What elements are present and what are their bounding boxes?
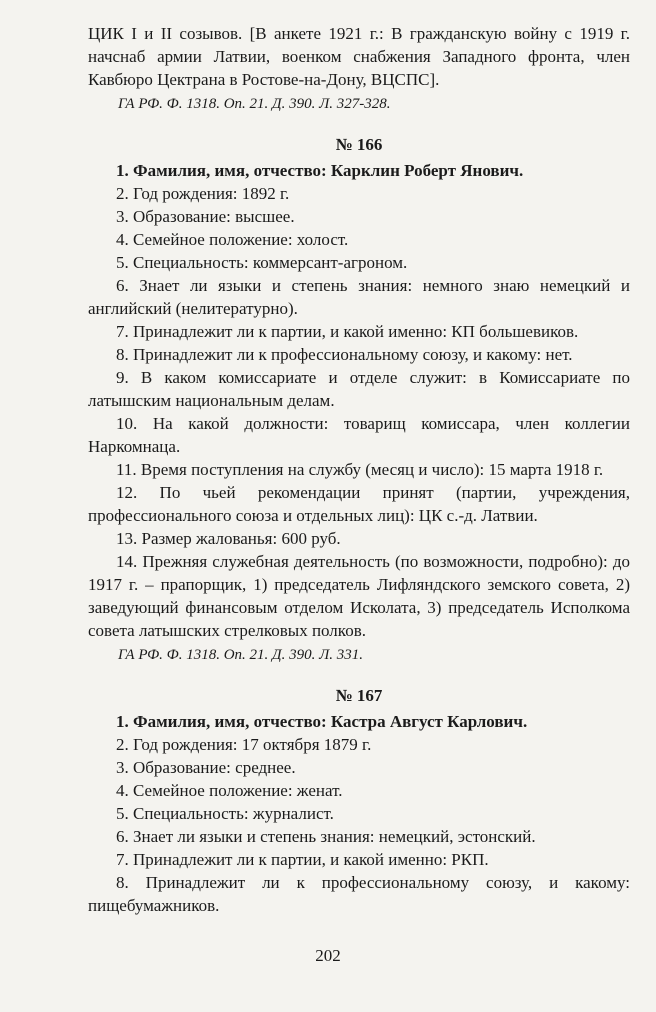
field-party: 7. Принадлежит ли к партии, и какой именно: РКП.: [116, 850, 489, 869]
field-education: 3. Образование: высшее.: [116, 207, 295, 226]
field-education: 3. Образование: среднее.: [116, 758, 296, 777]
field-marital-status: 4. Семейное положение: холост.: [116, 230, 349, 249]
archive-reference: ГА РФ. Ф. 1318. Оп. 21. Д. 390. Л. 331.: [118, 647, 363, 663]
field-commissariat: 9. В каком комиссариате и отделе служит: в Комиссариате по латышским национальным делам.: [88, 368, 630, 410]
field-marital-status: 4. Семейное положение: женат.: [116, 781, 343, 800]
field-languages: 6. Знает ли языки и степень знания: немецкий, эстонский.: [116, 827, 536, 846]
intro-line-1: ЦИК I и II созывов. [В анкете 1921 г.: В гражданскую войну с 1919 г.: [88, 24, 630, 43]
document-page: [88, 22, 630, 917]
field-languages: 6. Знает ли языки и степень знания: немного знаю немецкий и английский (нелитературно).: [88, 276, 630, 318]
field-party: 7. Принадлежит ли к партии, и какой именно: КП большевиков.: [116, 322, 579, 341]
field-full-name: 1. Фамилия, имя, отчество: Кастра Август Карлович.: [116, 712, 528, 731]
field-full-name: 1. Фамилия, имя, отчество: Карклин Роберт Янович.: [116, 161, 524, 180]
page-number: 202: [315, 946, 341, 965]
archive-reference: ГА РФ. Ф. 1318. Оп. 21. Д. 390. Л. 327-328.: [118, 96, 391, 112]
document-number: № 166: [335, 135, 383, 154]
field-salary: 13. Размер жалованья: 600 руб.: [116, 529, 341, 548]
intro-line-3: Кавбюро Цектрана в Ростове-на-Дону, ВЦСПС].: [88, 70, 440, 89]
field-specialty: 5. Специальность: журналист.: [116, 804, 334, 823]
field-position: 10. На какой должности: товарищ комиссара, член коллегии Наркомнаца.: [88, 414, 630, 456]
intro-line-2: начснаб армии Латвии, военком снабжения Западного фронта, член: [88, 47, 630, 66]
document-number: № 167: [335, 686, 383, 705]
field-previous-activity: 14. Прежняя служебная деятельность (по возможности, подробно): до 1917 г. – прапорщик, 1) председатель Лифляндского земского совета, 2) заведующий финансовым отделом Исколата, 3) председатель Исполкома совета латышских стрелковых полков.: [88, 552, 630, 640]
field-union: 8. Принадлежит ли к профессиональному союзу, и какому: нет.: [116, 345, 573, 364]
field-birth-year: 2. Год рождения: 17 октября 1879 г.: [116, 735, 372, 754]
field-union: 8. Принадлежит ли к профессиональному союзу, и какому: пищебумажников.: [88, 873, 630, 915]
field-recommendation: 12. По чьей рекомендации принят (партии, учреждения, профессионального союза и отдельных лиц): ЦК с.-д. Латвии.: [88, 483, 630, 525]
field-birth-year: 2. Год рождения: 1892 г.: [116, 184, 290, 203]
field-start-date: 11. Время поступления на службу (месяц и число): 15 марта 1918 г.: [116, 460, 604, 479]
field-specialty: 5. Специальность: коммерсант-агроном.: [116, 253, 408, 272]
